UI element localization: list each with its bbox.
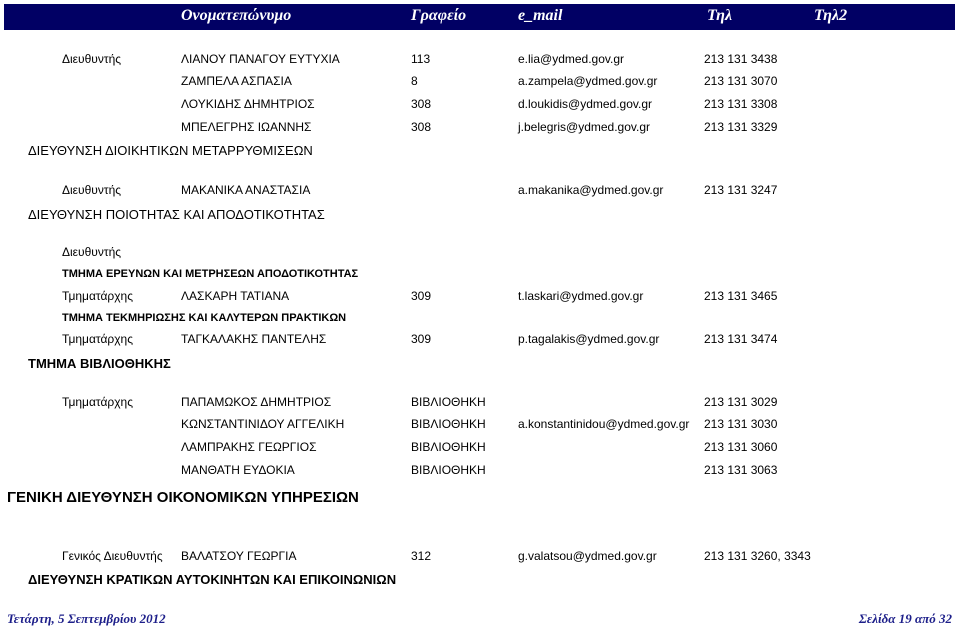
row-phone: 213 131 3308	[704, 97, 778, 111]
row-name: ΛΙΑΝΟΥ ΠΑΝΑΓΟΥ ΕΥΤΥΧΙΑ	[181, 52, 340, 66]
row-phone: 213 131 3329	[704, 120, 778, 134]
section-quality: ΔΙΕΥΘΥΝΣΗ ΠΟΙΟΤΗΤΑΣ ΚΑΙ ΑΠΟΔΟΤΙΚΟΤΗΤΑΣ	[28, 207, 325, 222]
row-role: Διευθυντής	[62, 183, 122, 197]
row-email[interactable]: e.lia@ydmed.gov.gr	[518, 52, 625, 66]
row-role: Τμηματάρχης	[62, 289, 133, 303]
section-research-dept: ΤΜΗΜΑ ΕΡΕΥΝΩΝ ΚΑΙ ΜΕΤΡΗΣΕΩΝ ΑΠΟΔΟΤΙΚΟΤΗΤΑΣ	[62, 268, 359, 280]
row-phone: 213 131 3063	[704, 463, 778, 477]
section-state-vehicles: ΔΙΕΥΘΥΝΣΗ ΚΡΑΤΙΚΩΝ ΑΥΤΟΚΙΝΗΤΩΝ ΚΑΙ ΕΠΙΚΟΙΝΩΝΙΩΝ	[28, 572, 397, 587]
section-admin-reform: ΔΙΕΥΘΥΝΣΗ ΔΙΟΙΚΗΤΙΚΩΝ ΜΕΤΑΡΡΥΘΜΙΣΕΩΝ	[28, 143, 313, 158]
row-name: ΤΑΓΚΑΛΑΚΗΣ ΠΑΝΤΕΛΗΣ	[181, 332, 327, 346]
header-office: Γραφείο	[411, 7, 467, 24]
row-name: ΛΑΜΠΡΑΚΗΣ ΓΕΩΡΓΙΟΣ	[181, 440, 317, 454]
row-phone: 213 131 3260, 3343	[704, 549, 811, 563]
row-phone: 213 131 3438	[704, 52, 778, 66]
row-name: ΒΑΛΑΤΣΟΥ ΓΕΩΡΓΙΑ	[181, 549, 297, 563]
row-email[interactable]: d.loukidis@ydmed.gov.gr	[518, 97, 653, 111]
row-name: ΜΠΕΛΕΓΡΗΣ ΙΩΑΝΝΗΣ	[181, 120, 312, 134]
row-role: Τμηματάρχης	[62, 395, 133, 409]
row-role: Διευθυντής	[62, 245, 122, 259]
row-email[interactable]: a.konstantinidou@ydmed.gov.gr	[518, 417, 690, 431]
section-gen-finance: ΓΕΝΙΚΗ ΔΙΕΥΘΥΝΣΗ ΟΙΚΟΝΟΜΙΚΩΝ ΥΠΗΡΕΣΙΩΝ	[7, 489, 359, 506]
row-name: ΛΟΥΚΙΔΗΣ ΔΗΜΗΤΡΙΟΣ	[181, 97, 315, 111]
row-office: 312	[411, 549, 432, 563]
row-name: ΚΩΝΣΤΑΝΤΙΝΙΔΟΥ ΑΓΓΕΛΙΚΗ	[181, 417, 345, 431]
row-office: ΒΙΒΛΙΟΘΗΚΗ	[411, 417, 486, 431]
section-library-dept: ΤΜΗΜΑ ΒΙΒΛΙΟΘΗΚΗΣ	[28, 356, 171, 371]
row-email[interactable]: a.zampela@ydmed.gov.gr	[518, 74, 658, 88]
row-office: ΒΙΒΛΙΟΘΗΚΗ	[411, 463, 486, 477]
row-phone: 213 131 3070	[704, 74, 778, 88]
row-phone: 213 131 3030	[704, 417, 778, 431]
row-role: Διευθυντής	[62, 52, 122, 66]
row-phone: 213 131 3474	[704, 332, 778, 346]
header-phone2: Τηλ2	[814, 7, 848, 24]
row-office: 308	[411, 120, 432, 134]
row-email[interactable]: p.tagalakis@ydmed.gov.gr	[518, 332, 660, 346]
row-office: 8	[411, 74, 418, 88]
header-phone: Τηλ	[707, 7, 733, 24]
row-email[interactable]: g.valatsou@ydmed.gov.gr	[518, 549, 657, 563]
row-role: Γενικός Διευθυντής	[62, 549, 163, 563]
row-office: 309	[411, 289, 432, 303]
row-phone: 213 131 3465	[704, 289, 778, 303]
row-email[interactable]: a.makanika@ydmed.gov.gr	[518, 183, 664, 197]
row-office: 309	[411, 332, 432, 346]
row-phone: 213 131 3029	[704, 395, 778, 409]
footer-date: Τετάρτη, 5 Σεπτεμβρίου 2012	[7, 611, 166, 626]
row-email[interactable]: t.laskari@ydmed.gov.gr	[518, 289, 644, 303]
footer-page: Σελίδα 19 από 32	[858, 611, 952, 626]
row-email[interactable]: j.belegris@ydmed.gov.gr	[518, 120, 651, 134]
section-documentation-dept: ΤΜΗΜΑ ΤΕΚΜΗΡΙΩΣΗΣ ΚΑΙ ΚΑΛΥΤΕΡΩΝ ΠΡΑΚΤΙΚΩΝ	[62, 312, 347, 324]
row-office: 308	[411, 97, 432, 111]
row-phone: 213 131 3060	[704, 440, 778, 454]
row-office: ΒΙΒΛΙΟΘΗΚΗ	[411, 395, 486, 409]
header-name: Ονοματεπώνυμο	[181, 7, 292, 24]
row-name: ΖΑΜΠΕΛΑ ΑΣΠΑΣΙΑ	[181, 74, 292, 88]
row-name: ΠΑΠΑΜΩΚΟΣ ΔΗΜΗΤΡΙΟΣ	[181, 395, 332, 409]
row-name: ΜΑΝΘΑΤΗ ΕΥΔΟΚΙΑ	[181, 463, 295, 477]
header-email: e_mail	[518, 7, 563, 24]
row-office: 113	[411, 52, 431, 66]
table-header-bar	[4, 4, 955, 30]
row-name: ΜΑΚΑΝΙΚΑ ΑΝΑΣΤΑΣΙΑ	[181, 183, 311, 197]
row-phone: 213 131 3247	[704, 183, 778, 197]
row-office: ΒΙΒΛΙΟΘΗΚΗ	[411, 440, 486, 454]
row-name: ΛΑΣΚΑΡΗ ΤΑΤΙΑΝΑ	[181, 289, 290, 303]
row-role: Τμηματάρχης	[62, 332, 133, 346]
